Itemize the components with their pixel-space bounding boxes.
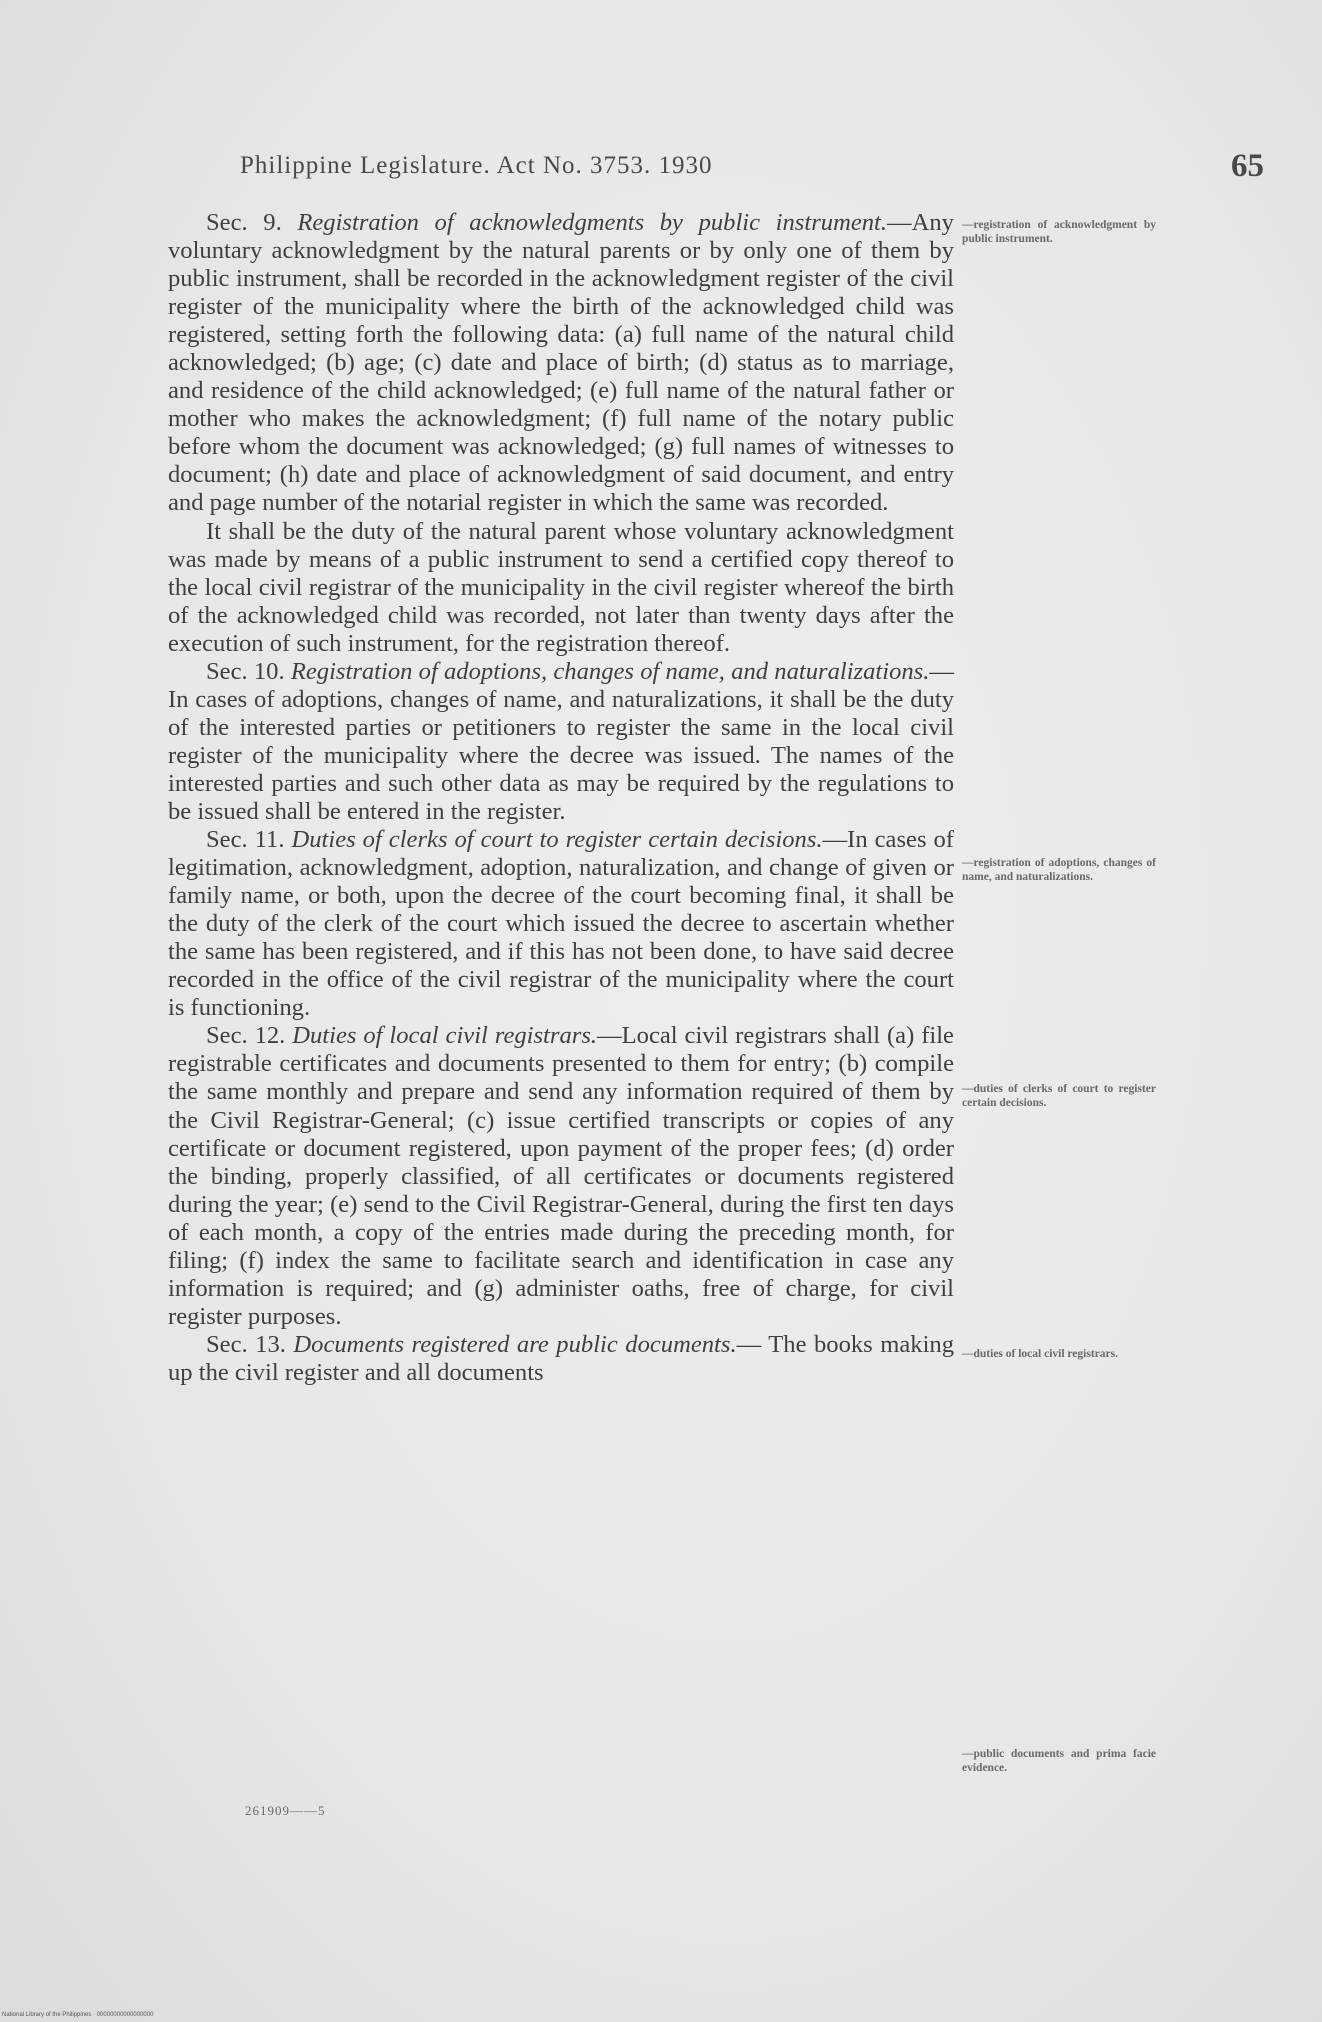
- section-heading: Duties of local civil registrars.: [292, 1022, 598, 1050]
- section-12-paragraph: [168, 1022, 954, 1331]
- section-13-paragraph: [168, 1331, 954, 1387]
- section-9-paragraph: [168, 209, 954, 518]
- scan-footer-credit: National Library of the Philippines · 00000000000000000: [2, 2012, 154, 2018]
- section-number: Sec. 11.: [206, 826, 285, 854]
- page-number: 65: [1231, 148, 1264, 184]
- section-heading: Registration of adoptions, changes of name, and naturalizations.: [290, 657, 930, 685]
- section-number: Sec. 10.: [206, 657, 285, 685]
- section-heading: Registration of acknowledgments by public instrument.: [297, 209, 888, 236]
- margin-note-section-11: —duties of clerks of court to register certain decisions.: [962, 1083, 1156, 1109]
- printer-signature-mark: 261909——5: [245, 1803, 326, 1818]
- section-number: Sec. 9.: [206, 209, 282, 236]
- section-number: Sec. 13.: [206, 1330, 286, 1358]
- margin-note-section-10: —registration of adoptions, changes of name, and naturalizations.: [962, 857, 1156, 883]
- section-body: —Any voluntary acknowledgment by the natural parents or by only one of them by public instrument, shall be recorded in the acknowledgment register of the civil register of the municipality where the birth of the acknowledged child was registered, setting forth the following data: (a) full name of the natural child acknowledged; (b) age; (c) date and place of birth; (d) status as to marriage, and residence of the child acknowledged; (e) full name of the natural father or mother who makes the acknowledgment; (f) full name of the notary public before whom the document was acknowledged; (g) full names of witnesses to document; (h) date and place of acknowledgment of said document, and entry and page number of the notarial register in which the same was recorded.: [168, 209, 954, 517]
- section-heading: Duties of clerks of court to register certain decisions.: [291, 826, 823, 854]
- section-heading: Documents registered are public documents.: [293, 1330, 737, 1358]
- section-10-paragraph: [168, 658, 954, 826]
- section-body: —Local civil registrars shall (a) file registrable certificates and documents presented to them for entry; (b) compile the same monthly and prepare and send any information required of them by the Civil Registrar-General; (c) issue certified transcripts or copies of any certificate or document registered, upon payment of the proper fees; (d) order the binding, properly classified, of all certificates or documents registered during the year; (e) send to the Civil Registrar-General, during the first ten days of each month, a copy of the entries made during the preceding month, for filing; (f) index the same to facilitate search and identification in case any information is required; and (g) administer oaths, free of charge, for civil register purposes.: [168, 1022, 954, 1330]
- margin-note-section-9: —registration of acknowledgment by public instrument.: [962, 219, 1156, 245]
- section-number: Sec. 12.: [206, 1022, 286, 1050]
- margin-note-section-13: —public documents and prima facie evidence.: [962, 1748, 1156, 1774]
- section-body: —In cases of legitimation, acknowledgment, adoption, naturalization, and change of given or family name, or both, upon the decree of the court becoming final, it shall be the duty of the clerk of the court which issued the decree to ascertain whether the same has been registered, and if this has not been done, to have said decree recorded in the office of the civil registrar of the municipality where the court is functioning.: [168, 826, 954, 1022]
- margin-note-section-12: —duties of local civil registrars.: [962, 1348, 1118, 1360]
- section-9-second-paragraph: [168, 518, 954, 658]
- section-body: It shall be the duty of the natural parent whose voluntary acknowledgment was made by means of a public instrument to send a certified copy thereof to the local civil registrar of the municipality in the civil register whereof the birth of the acknowledged child was recorded, not later than twenty days after the execution of such instrument, for the registration thereof.: [168, 517, 954, 657]
- section-body: — The books making up the civil register and all documents: [168, 1330, 955, 1386]
- section-body: —In cases of adoptions, changes of name, and naturalizations, it shall be the duty of the interested parties or petitioners to register the same in the local civil register of the municipality where the decree was issued. The names of the interested parties and such other data as may be required by the regulations to be issued shall be entered in the register.: [168, 657, 954, 825]
- section-11-paragraph: [168, 826, 954, 1022]
- main-text-column: [168, 209, 954, 1387]
- running-head: Philippine Legislature. Act No. 3753. 1930: [240, 152, 713, 179]
